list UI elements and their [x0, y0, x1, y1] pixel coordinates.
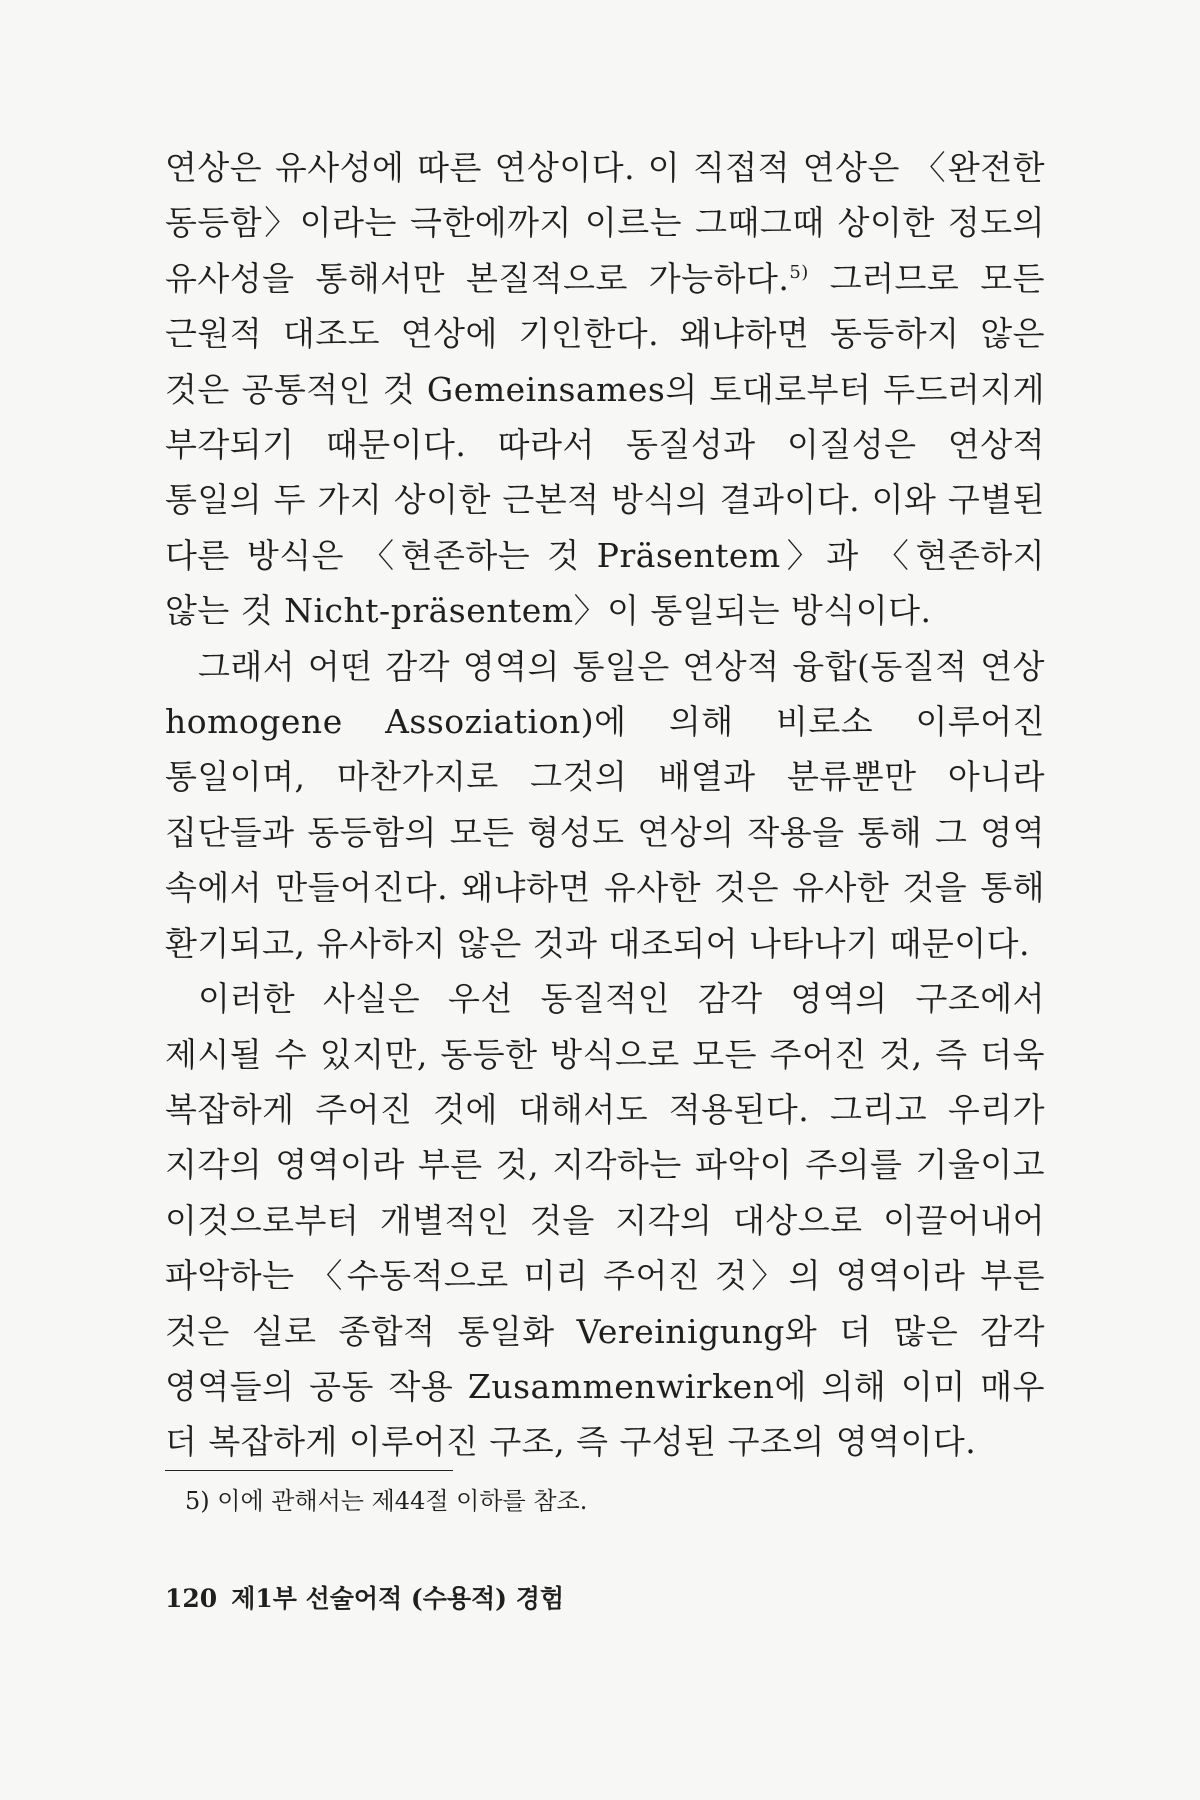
- paragraph-text: 그러므로 모든 근원적 대조도 연상에 기인한다. 왜냐하면 동등하지 않은 것은 공통적인 것 Gemeinsames의 토대로부터 두드러지게 부각되기 때문이다. 따라서 동질성과 이질성은 연상적 통일의 두 가지 상이한 근본적 방식의 결과이다. 이와 구별된 다른 방식은 〈현존하는 것 Präsentem〉과 〈현존하지 않는 것 Nicht-präsentem〉이 통일되는 방식이다.: [165, 258, 1045, 631]
- paragraph-text: 연상은 유사성에 따른 연상이다. 이 직접적 연상은 〈완전한 동등함〉이라는 극한에까지 이르는 그때그때 상이한 정도의 유사성을 통해서만 본질적으로 가능하다.: [165, 148, 1045, 298]
- footnote-divider: [165, 1470, 453, 1471]
- page-body: [165, 140, 1045, 1470]
- body-paragraph: [165, 140, 1045, 639]
- body-paragraph: 그래서 어떤 감각 영역의 통일은 연상적 융합(동질적 연상 homogene Assoziation)에 의해 비로소 이루어진 통일이며, 마찬가지로 그것의 배열과 분류뿐만 아니라 집단들과 동등함의 모든 형성도 연상의 작용을 통해 그 영역 속에서 만들어진다. 왜냐하면 유사한 것은 유사한 것을 통해 환기되고, 유사하지 않은 것과 대조되어 나타나기 때문이다.: [165, 646, 1045, 963]
- running-title: 제1부 선술어적 (수용적) 경험: [231, 1584, 565, 1613]
- body-paragraph: 이러한 사실은 우선 동질적인 감각 영역의 구조에서 제시될 수 있지만, 동등한 방식으로 모든 주어진 것, 즉 더욱 복잡하게 주어진 것에 대해서도 적용된다. 그리고 우리가 지각의 영역이라 부른 것, 지각하는 파악이 주의를 기울이고 이것으로부터 개별적인 것을 지각의 대상으로 이끌어내어 파악하는 〈수동적으로 미리 주어진 것〉의 영역이라 부른 것은 실로 종합적 통일화 Vereinigung와 더 많은 감각 영역들의 공동 작용 Zusammenwirken에 의해 이미 매우 더 복잡하게 이루어진 구조, 즉 구성된 구조의 영역이다.: [165, 979, 1045, 1462]
- page-number: 120: [165, 1584, 218, 1613]
- footnote: 5) 이에 관해서는 제44절 이하를 참조.: [185, 1487, 588, 1515]
- footnote-reference: 5): [789, 261, 809, 283]
- running-footer: [165, 1582, 564, 1616]
